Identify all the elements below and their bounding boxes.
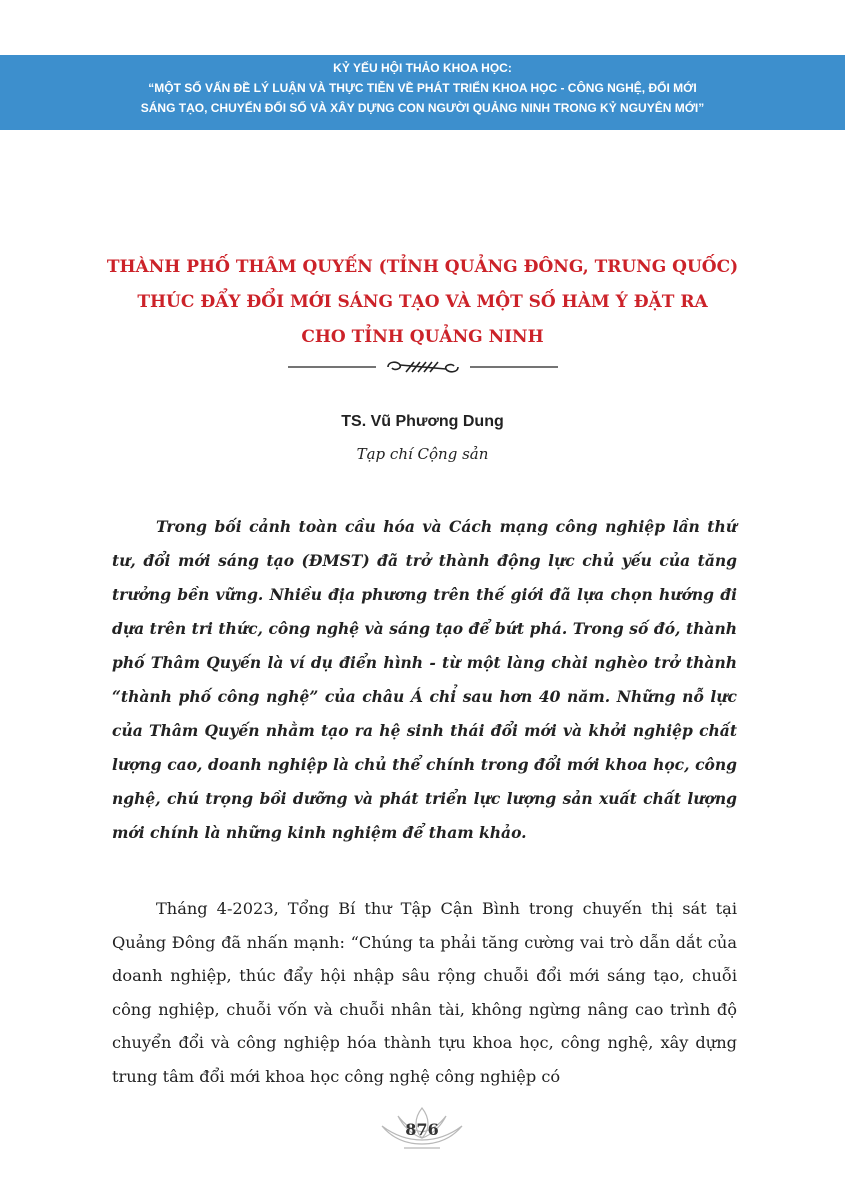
article-title [60, 250, 785, 355]
title-line-2: THÚC ĐẨY ĐỔI MỚI SÁNG TẠO VÀ MỘT SỐ HÀM Ý ĐẶT RA [137, 292, 708, 312]
page-number: 876 [405, 1120, 439, 1139]
author-name: TS. Vũ Phương Dung [341, 413, 504, 430]
body-paragraph: Tháng 4-2023, Tổng Bí thư Tập Cận Bình trong chuyến thị sát tại Quảng Đông đã nhấn mạnh: “Chúng ta phải tăng cường vai trò dẫn dắt của doanh nghiệp, thúc đẩy hội nhập sâu rộng chuỗi đổi mới sáng tạo, chuỗi công nghiệp, chuỗi vốn và chuỗi nhân tài, không ngừng nâng cao trình độ chuyển đổi và công nghiệp hóa thành tựu khoa học, công nghệ, xây dựng trung tâm đổi mới khoa học công nghệ công nghiệp có [112, 899, 737, 1086]
abstract-paragraph: Trong bối cảnh toàn cầu hóa và Cách mạng công nghiệp lần thứ tư, đổi mới sáng tạo (ĐMST) đã trở thành động lực chủ yếu của tăng trưởng bền vững. Nhiều địa phương trên thế giới đã lựa chọn hướng đi dựa trên tri thức, công nghệ và sáng tạo để bứt phá. Trong số đó, thành phố Thâm Quyến là ví dụ điển hình - từ một làng chài nghèo trở thành “thành phố công nghệ” của châu Á chỉ sau hơn 40 năm. Những nỗ lực của Thâm Quyến nhằm tạo ra hệ sinh thái đổi mới và khởi nghiệp chất lượng cao, doanh nghiệp là chủ thể chính trong đổi mới khoa học, công nghệ, chú trọng bồi dưỡng và phát triển lực lượng sản xuất chất lượng mới chính là những kinh nghiệm để tham khảo. [112, 517, 737, 842]
header-line-3: SÁNG TẠO, CHUYỂN ĐỔI SỐ VÀ XÂY DỰNG CON NGƯỜI QUẢNG NINH TRONG KỶ NGUYÊN MỚI” [140, 101, 705, 115]
proceedings-header [0, 55, 845, 130]
header-line-1: KỶ YẾU HỘI THẢO KHOA HỌC: [333, 61, 512, 75]
title-line-1: THÀNH PHỐ THÂM QUYẾN (TỈNH QUẢNG ĐÔNG, TRUNG QUỐC) [106, 257, 739, 277]
author-affiliation: Tạp chí Cộng sản [356, 445, 489, 463]
scroll-divider-icon [288, 356, 558, 378]
header-line-2: “MỘT SỐ VẤN ĐỀ LÝ LUẬN VÀ THỰC TIỄN VỀ PHÁT TRIỂN KHOA HỌC - CÔNG NGHỆ, ĐỔI MỚI [148, 81, 697, 95]
title-line-3: CHO TỈNH QUẢNG NINH [301, 327, 544, 347]
